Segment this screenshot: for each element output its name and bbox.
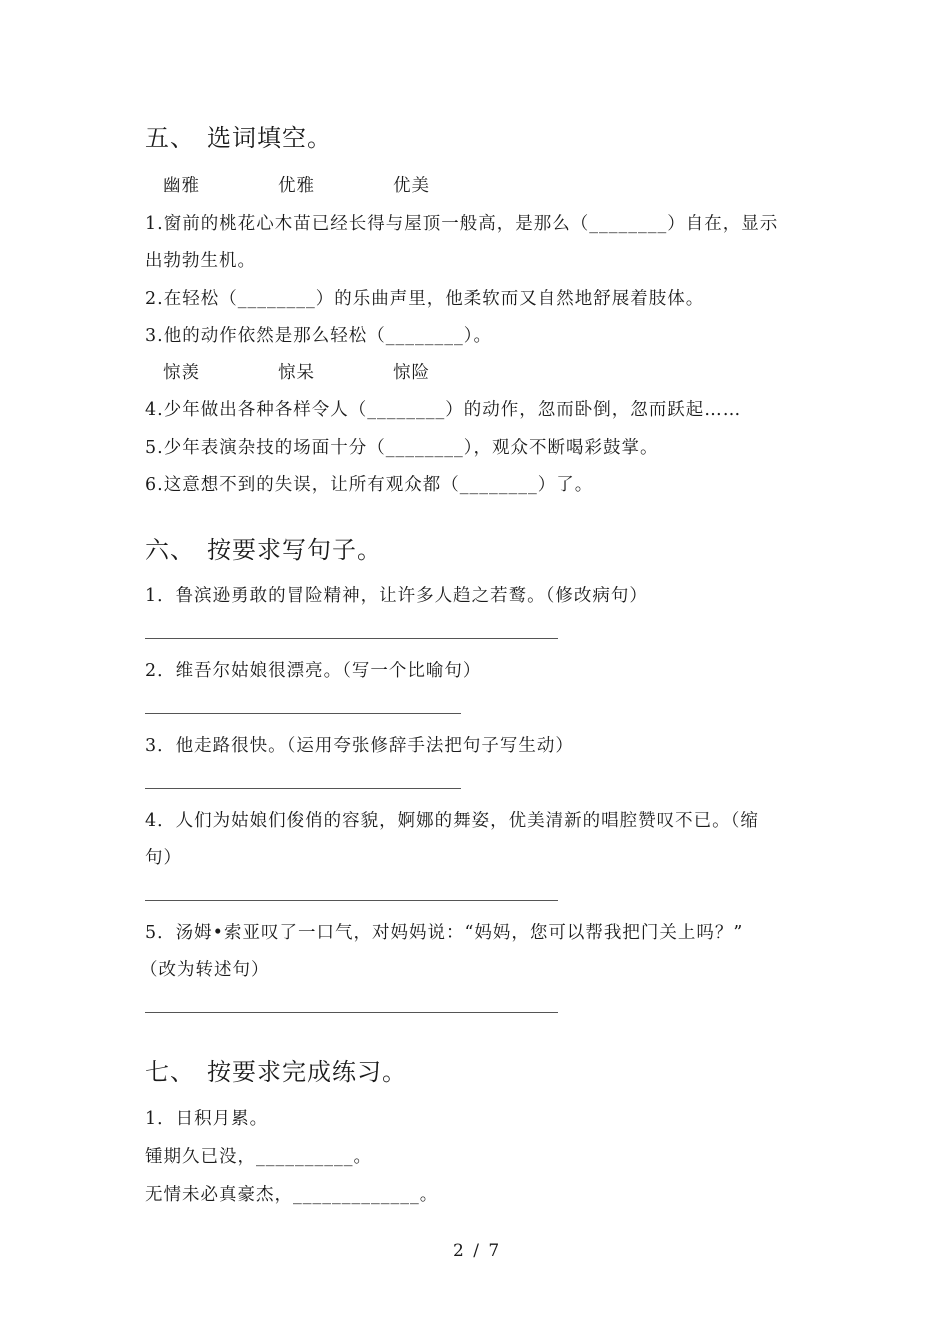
answer-line-1[interactable]: [145, 638, 558, 639]
section-5-heading: [145, 118, 332, 153]
answer-line-2[interactable]: [145, 713, 461, 714]
sentence-question-3: 3．他走路很快。（运用夸张修辞手法把句子写生动）: [145, 736, 574, 756]
sentence-question-4-line-2: 句）: [145, 848, 182, 868]
section-7-heading: [145, 1052, 407, 1087]
fill-question-1-line-1: 1.窗前的桃花心木苗已经长得与屋顶一般高，是那么（________）自在，显示: [145, 214, 779, 234]
word-choice-4: 惊羡: [163, 363, 200, 383]
section-6-title: 按要求写句子。: [207, 536, 382, 564]
word-choice-5: 惊呆: [278, 363, 315, 383]
sentence-question-5-line-2: （改为转述句）: [140, 960, 270, 980]
word-choice-6: 惊险: [393, 363, 430, 383]
fill-question-5: 5.少年表演杂技的场面十分（________），观众不断喝彩鼓掌。: [145, 438, 659, 458]
poem-line-2: 无情未必真豪杰，_____________。: [145, 1185, 439, 1205]
practice-question-1: 1．日积月累。: [145, 1109, 269, 1129]
fill-question-1-line-2: 出勃勃生机。: [145, 251, 256, 271]
section-7-number: 七、: [145, 1058, 195, 1086]
fill-question-6: 6.这意想不到的失误，让所有观众都（________）了。: [145, 475, 594, 495]
answer-line-5[interactable]: [145, 1012, 558, 1013]
sentence-question-4-line-1: 4．人们为姑娘们俊俏的容貌，婀娜的舞姿，优美清新的唱腔赞叹不已。（缩: [145, 811, 759, 831]
answer-line-3[interactable]: [145, 788, 461, 789]
fill-question-3: 3.他的动作依然是那么轻松（________）。: [145, 326, 492, 346]
section-5-title: 选词填空。: [207, 124, 332, 152]
section-5-number: 五、: [145, 124, 195, 152]
sentence-question-5-line-1: 5．汤姆•索亚叹了一口气，对妈妈说：“妈妈，您可以帮我把门关上吗？”: [145, 923, 744, 943]
section-6-number: 六、: [145, 536, 195, 564]
section-7-title: 按要求完成练习。: [207, 1058, 407, 1086]
sentence-question-2: 2．维吾尔姑娘很漂亮。（写一个比喻句）: [145, 661, 482, 681]
word-choice-3: 优美: [393, 176, 430, 196]
poem-line-1: 锺期久已没，__________。: [145, 1147, 372, 1167]
answer-line-4[interactable]: [145, 900, 558, 901]
word-choice-1: 幽雅: [163, 176, 200, 196]
fill-question-4: 4.少年做出各种各样令人（________）的动作，忽而卧倒，忽而跃起……: [145, 400, 742, 420]
section-6-heading: [145, 530, 382, 565]
sentence-question-1: 1．鲁滨逊勇敢的冒险精神，让许多人趋之若鹜。（修改病句）: [145, 586, 648, 606]
page-number: 2 / 7: [453, 1241, 502, 1261]
word-choice-2: 优雅: [278, 176, 315, 196]
fill-question-2: 2.在轻松（________）的乐曲声里，他柔软而又自然地舒展着肢体。: [145, 289, 705, 309]
